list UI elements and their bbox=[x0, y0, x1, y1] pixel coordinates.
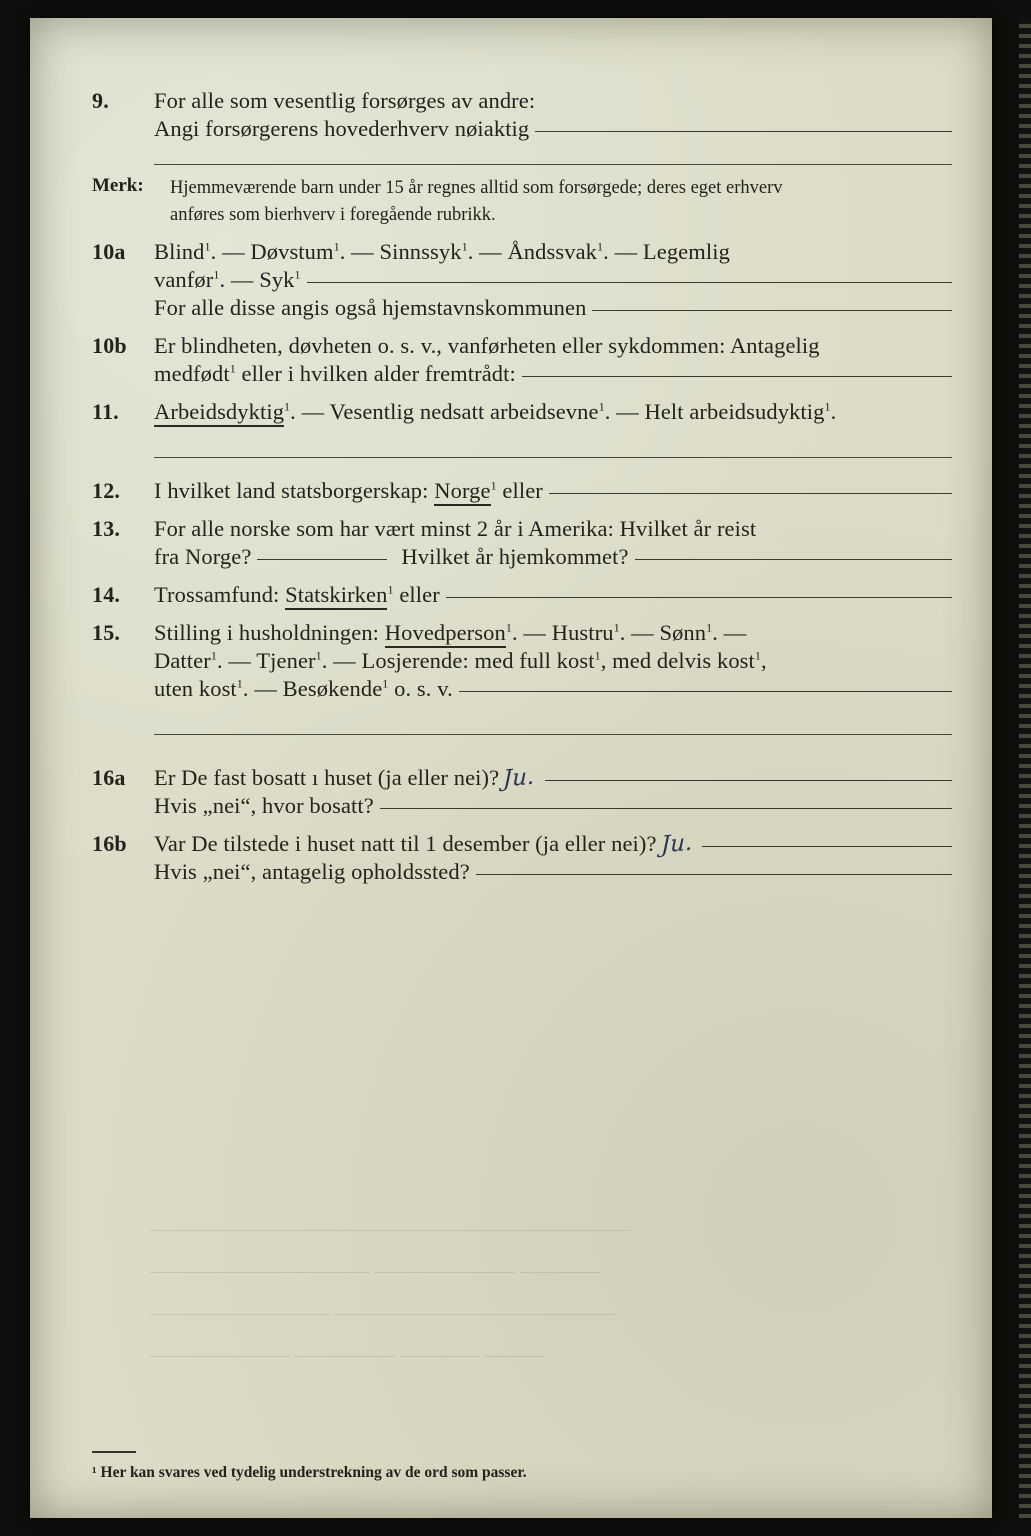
footnote-text: Her kan svares ved tydelig understrekning av de ord som passer. bbox=[100, 1464, 527, 1481]
value-trossamfund[interactable]: Statskirken bbox=[285, 582, 387, 610]
question-10a-line-2 bbox=[154, 267, 301, 293]
question-14-label: Trossamfund: bbox=[154, 581, 280, 607]
form-row-11 bbox=[92, 399, 952, 425]
footnote-ref: 1 bbox=[613, 620, 620, 635]
footnote-ref: 1 bbox=[204, 239, 211, 254]
answer-line-10a-hjemstavn[interactable] bbox=[592, 310, 952, 311]
scan-perforation-strip bbox=[1019, 18, 1031, 1518]
question-12-text bbox=[154, 478, 543, 504]
question-15-line-3 bbox=[154, 676, 453, 702]
form-row-13 bbox=[92, 516, 952, 542]
question-13-hjemkommet: Hvilket år hjemkommet? bbox=[401, 543, 629, 569]
option-vanfor[interactable]: vanfør bbox=[154, 266, 214, 292]
answer-line-10b[interactable] bbox=[522, 376, 952, 377]
question-11-period: . bbox=[830, 398, 837, 424]
form-row-15 bbox=[92, 620, 952, 646]
divider-2 bbox=[154, 457, 952, 458]
footnote-ref: 1 bbox=[598, 399, 605, 414]
question-16a-text: Er De fast bosatt ı huset (ja eller nei)? bbox=[154, 764, 500, 790]
footnote-ref: 1 bbox=[213, 267, 220, 282]
option-legemlig[interactable]: . — Legemlig bbox=[603, 238, 730, 264]
question-13-fra-norge: fra Norge? bbox=[154, 543, 252, 569]
answer-line-12[interactable] bbox=[549, 493, 952, 494]
form-row-16b-line2 bbox=[92, 859, 952, 885]
option-delvis-kost[interactable]: , med delvis kost bbox=[600, 647, 755, 673]
answer-line-13a[interactable] bbox=[257, 559, 387, 560]
question-number-15: 15. bbox=[92, 619, 121, 645]
question-15-osv: o. s. v. bbox=[388, 675, 453, 701]
question-number-13: 13. bbox=[92, 515, 121, 541]
answer-line-16b-opphold[interactable] bbox=[476, 874, 952, 875]
answer-line-16a-hvor[interactable] bbox=[380, 808, 952, 809]
answer-line-15[interactable] bbox=[459, 691, 952, 692]
option-sinnssyk[interactable]: . — Sinnssyk bbox=[339, 238, 462, 264]
form-row-15-line3 bbox=[92, 676, 952, 702]
option-tjener[interactable]: . — Tjener bbox=[216, 647, 316, 673]
question-number-14: 14. bbox=[92, 581, 121, 607]
question-9-subtext: Angi forsørgerens hovederhverv nøiaktig bbox=[154, 116, 530, 141]
question-15-comma: , bbox=[761, 647, 767, 673]
option-arbeidsudyktig[interactable]: . — Helt arbeidsudyktig bbox=[604, 398, 825, 424]
question-number-9: 9. bbox=[92, 88, 109, 113]
question-number-10b: 10b bbox=[92, 332, 127, 358]
form-row-15-line2 bbox=[92, 648, 952, 674]
footnote-ref: 1 bbox=[597, 239, 604, 254]
paper-sheet bbox=[30, 18, 992, 1518]
answer-line-9[interactable] bbox=[535, 131, 952, 132]
footnote-ref: 1 bbox=[490, 478, 497, 493]
note-block bbox=[92, 175, 952, 229]
footnote-ref: 1 bbox=[594, 648, 601, 663]
form-row-9-sub bbox=[92, 116, 952, 142]
option-besokende[interactable]: . — Besøkende bbox=[242, 675, 383, 701]
answer-line-10a[interactable] bbox=[307, 282, 952, 283]
note-body bbox=[170, 175, 783, 229]
footnote-ref: 1 bbox=[284, 399, 291, 414]
note-line-2: anføres som bierhverv i foregående rubrikk. bbox=[170, 204, 496, 225]
option-medfodt[interactable]: medfødt bbox=[154, 360, 230, 386]
option-andssvak[interactable]: . — Åndssvak bbox=[467, 238, 598, 264]
note-line-1: Hjemmeværende barn under 15 år regnes alltid som forsørgede; deres eget erhverv bbox=[170, 178, 783, 198]
form-row-16a-line2 bbox=[92, 793, 952, 819]
option-sonn[interactable]: . — Sønn bbox=[619, 619, 707, 645]
option-dovstum[interactable]: . — Døvstum bbox=[210, 238, 334, 264]
note-label: Merk: bbox=[92, 175, 144, 196]
footnote-ref: 1 bbox=[505, 620, 512, 635]
footnote-ref: 1 bbox=[706, 620, 713, 635]
handwritten-answer-16a: Ju. bbox=[503, 763, 535, 793]
option-hustru[interactable]: . — Hustru bbox=[511, 619, 614, 645]
question-12-label: I hvilket land statsborgerskap: bbox=[154, 477, 429, 503]
form-row-10a-line3 bbox=[92, 295, 952, 321]
question-10a-line-3: For alle disse angis også hjemstavnskommunen bbox=[154, 294, 587, 320]
option-arbeidsdyktig[interactable]: Arbeidsdyktig bbox=[154, 399, 284, 427]
question-12-eller: eller bbox=[502, 477, 543, 503]
answer-line-16a[interactable] bbox=[545, 780, 952, 781]
form-row-10a-line2 bbox=[92, 267, 952, 293]
form-row-10a bbox=[92, 239, 952, 265]
question-15-dash: . — bbox=[712, 619, 747, 645]
form-row-10b-line2 bbox=[92, 361, 952, 387]
footnote-ref: 1 bbox=[824, 399, 831, 414]
form-row-13-line2 bbox=[92, 544, 952, 570]
option-nedsatt-arbeidsevne[interactable]: . — Vesentlig nedsatt arbeidsevne bbox=[290, 398, 599, 424]
question-15-line-1 bbox=[154, 620, 746, 646]
option-losjerende-full-kost[interactable]: . — Losjerende: med full kost bbox=[321, 647, 595, 673]
footnote-ref: 1 bbox=[236, 676, 243, 691]
footnote-ref: 1 bbox=[315, 648, 322, 663]
form-row-10b bbox=[92, 333, 952, 359]
option-datter[interactable]: Datter bbox=[154, 647, 211, 673]
question-16b-text: Var De tilstede i huset natt til 1 desember (ja eller nei)? bbox=[154, 830, 657, 856]
option-syk[interactable]: . — Syk bbox=[219, 266, 295, 292]
answer-line-13b[interactable] bbox=[635, 559, 952, 560]
footnote-ref: 1 bbox=[461, 239, 468, 254]
question-14-text bbox=[154, 582, 440, 608]
question-15-line-2 bbox=[154, 648, 767, 674]
option-uten-kost[interactable]: uten kost bbox=[154, 675, 237, 701]
footnote-ref: 1 bbox=[210, 648, 217, 663]
question-number-11: 11. bbox=[92, 398, 119, 424]
question-10b-line-2 bbox=[154, 361, 516, 387]
footnote-ref: 1 bbox=[333, 239, 340, 254]
divider-1 bbox=[154, 164, 952, 165]
value-statsborgerskap[interactable]: Norge bbox=[434, 478, 490, 506]
footnote-ref: 1 bbox=[382, 676, 389, 691]
value-stilling-hovedperson[interactable]: Hovedperson bbox=[385, 620, 506, 648]
question-10b-line-1: Er blindheten, døvheten o. s. v., vanførheten eller sykdommen: Antagelig bbox=[154, 332, 820, 358]
footnote-ref: 1 bbox=[387, 582, 394, 597]
form-row-16a bbox=[92, 765, 952, 791]
question-16a-sub: Hvis „nei“, hvor bosatt? bbox=[154, 792, 374, 818]
question-14-eller: eller bbox=[399, 581, 440, 607]
form-content bbox=[92, 88, 952, 887]
question-10a-line-1 bbox=[154, 239, 730, 265]
question-number-16b: 16b bbox=[92, 830, 127, 856]
form-row-12 bbox=[92, 478, 952, 504]
answer-line-16b[interactable] bbox=[702, 846, 952, 847]
form-row-14 bbox=[92, 582, 952, 608]
form-row-16b bbox=[92, 831, 952, 857]
form-row-9 bbox=[92, 88, 952, 114]
handwritten-answer-16b: Ju. bbox=[660, 829, 693, 859]
question-15-label: Stilling i husholdningen: bbox=[154, 619, 380, 645]
answer-line-14[interactable] bbox=[446, 597, 952, 598]
question-number-10a: 10a bbox=[92, 238, 126, 264]
question-10b-tail: eller i hvilken alder fremtrådt: bbox=[235, 360, 516, 386]
footnote-marker: ¹ bbox=[92, 1464, 97, 1481]
option-blind[interactable]: Blind bbox=[154, 238, 205, 264]
show-through-text: ———————————————————————— ——————————— ——————— ———— ————————— —————————————— ——————— ————— ———— ——— bbox=[150, 1218, 630, 1366]
footnote-ref: 1 bbox=[229, 361, 236, 376]
question-9-text: For alle som vesentlig forsørges av andre: bbox=[154, 88, 536, 113]
footnote-ref: 1 bbox=[294, 267, 301, 282]
question-16b-sub: Hvis „nei“, antagelig opholdssted? bbox=[154, 858, 470, 884]
question-number-12: 12. bbox=[92, 477, 121, 503]
divider-3 bbox=[154, 734, 952, 735]
footnote-ref: 1 bbox=[754, 648, 762, 663]
question-13-line-1: For alle norske som har vært minst 2 år i Amerika: Hvilket år reist bbox=[154, 515, 757, 541]
question-11-text bbox=[154, 399, 836, 425]
footnote-rule bbox=[92, 1451, 136, 1453]
footnote bbox=[92, 1446, 952, 1482]
question-number-16a: 16a bbox=[92, 764, 126, 790]
